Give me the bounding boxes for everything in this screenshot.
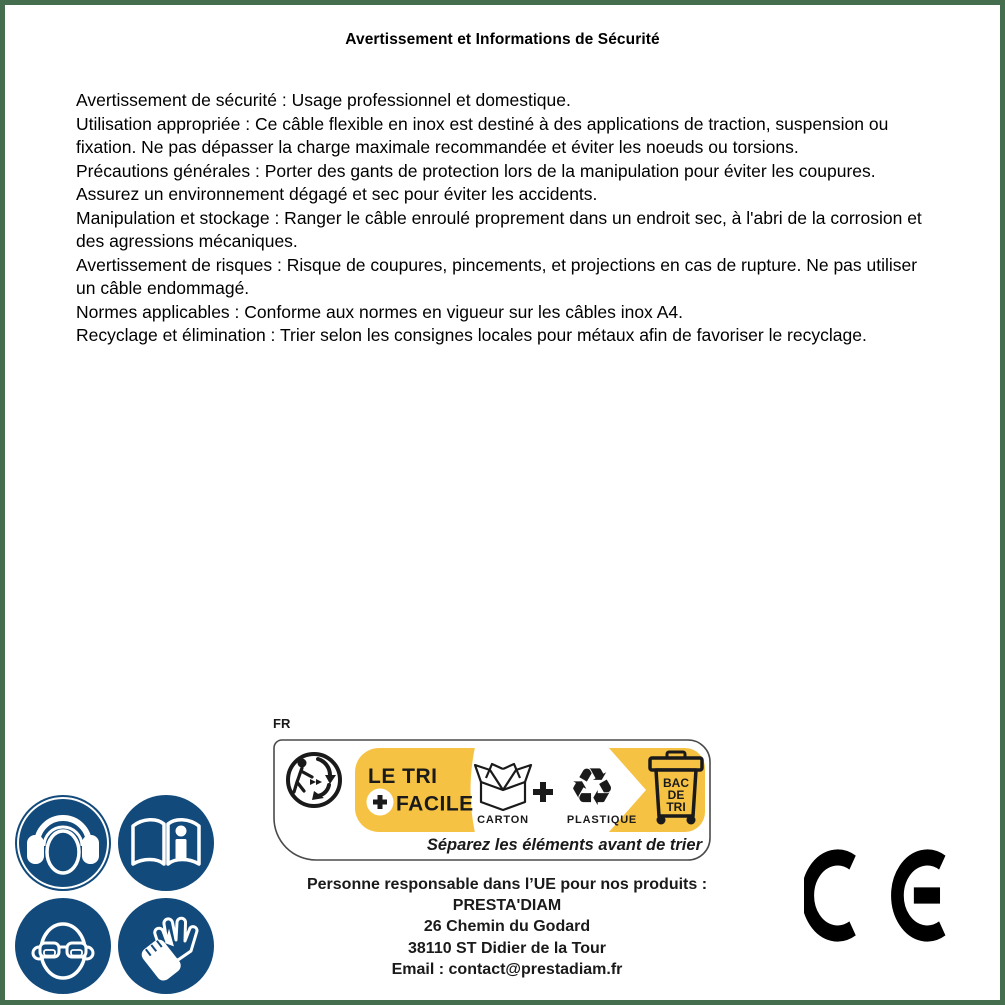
responsible-company: PRESTA'DIAM (452, 897, 562, 915)
bin-text-line3: TRI (666, 800, 686, 814)
paragraph-recycling-disposal: Recyclage et élimination : Trier selon les consignes locales pour métaux afin de favoriser le recyclage. (76, 325, 867, 345)
paragraph-general-precautions: Précautions générales : Porter des gants de protection lors de la manipulation pour éviter les coupures. Assurez un environnement dégagé et sec pour éviter les accidents. (76, 160, 876, 204)
page-title: Avertissement et Informations de Sécurité (345, 31, 660, 48)
tri-headline-line2: FACILE (396, 792, 474, 816)
plastic-recycling-icon: ♻ (568, 759, 616, 817)
paragraph-appropriate-use: Utilisation appropriée : Ce câble flexible en inox est destiné à des applications de traction, suspension ou fixation. Ne pas dépasser la charge maximale recommandée et éviter les noeuds ou torsions. (76, 113, 889, 157)
sorting-bin-icon (650, 752, 702, 825)
bin-text-line1: BAC (663, 776, 689, 790)
recycling-country-code: FR (273, 716, 291, 731)
responsible-street: 26 Chemin du Godard (423, 918, 591, 936)
ce-mark-icon (804, 848, 946, 943)
wear-eye-protection-icon (14, 897, 112, 995)
wear-protective-gloves-icon (117, 897, 215, 995)
responsible-person-block (257, 874, 757, 980)
paragraph-handling-storage: Manipulation et stockage : Ranger le câble enroulé proprement dans un endroit sec, à l'abri de la corrosion et des agressions mécaniques. (76, 207, 922, 251)
material-2-label: PLASTIQUE (566, 814, 638, 826)
material-1-label: CARTON (477, 814, 529, 826)
safety-text-block (76, 89, 940, 348)
responsible-email: Email : contact@prestadiam.fr (391, 960, 623, 978)
paragraph-risk-warning: Avertissement de risques : Risque de coupures, pincements, et projections en cas de rupture. Ne pas utiliser un câble endommagé. (76, 254, 918, 298)
read-instruction-manual-icon (117, 794, 215, 892)
responsible-intro: Personne responsable dans l’UE pour nos produits : (306, 876, 708, 893)
responsible-city: 38110 ST Didier de la Tour (408, 939, 606, 957)
bin-text-line2: DE (667, 788, 685, 802)
tri-headline-line1: LE TRI (368, 765, 438, 788)
info-tri-recycling-label (272, 738, 712, 862)
paragraph-applicable-standards: Normes applicables : Conforme aux normes en vigueur sur les câbles inox A4. (76, 301, 683, 322)
tri-tagline: Séparez les éléments avant de trier (426, 836, 702, 854)
mandatory-safety-pictograms (14, 794, 215, 994)
wear-ear-protection-icon (14, 794, 112, 892)
paragraph-safety-warning: Avertissement de sécurité : Usage professionnel et domestique. (76, 90, 571, 110)
